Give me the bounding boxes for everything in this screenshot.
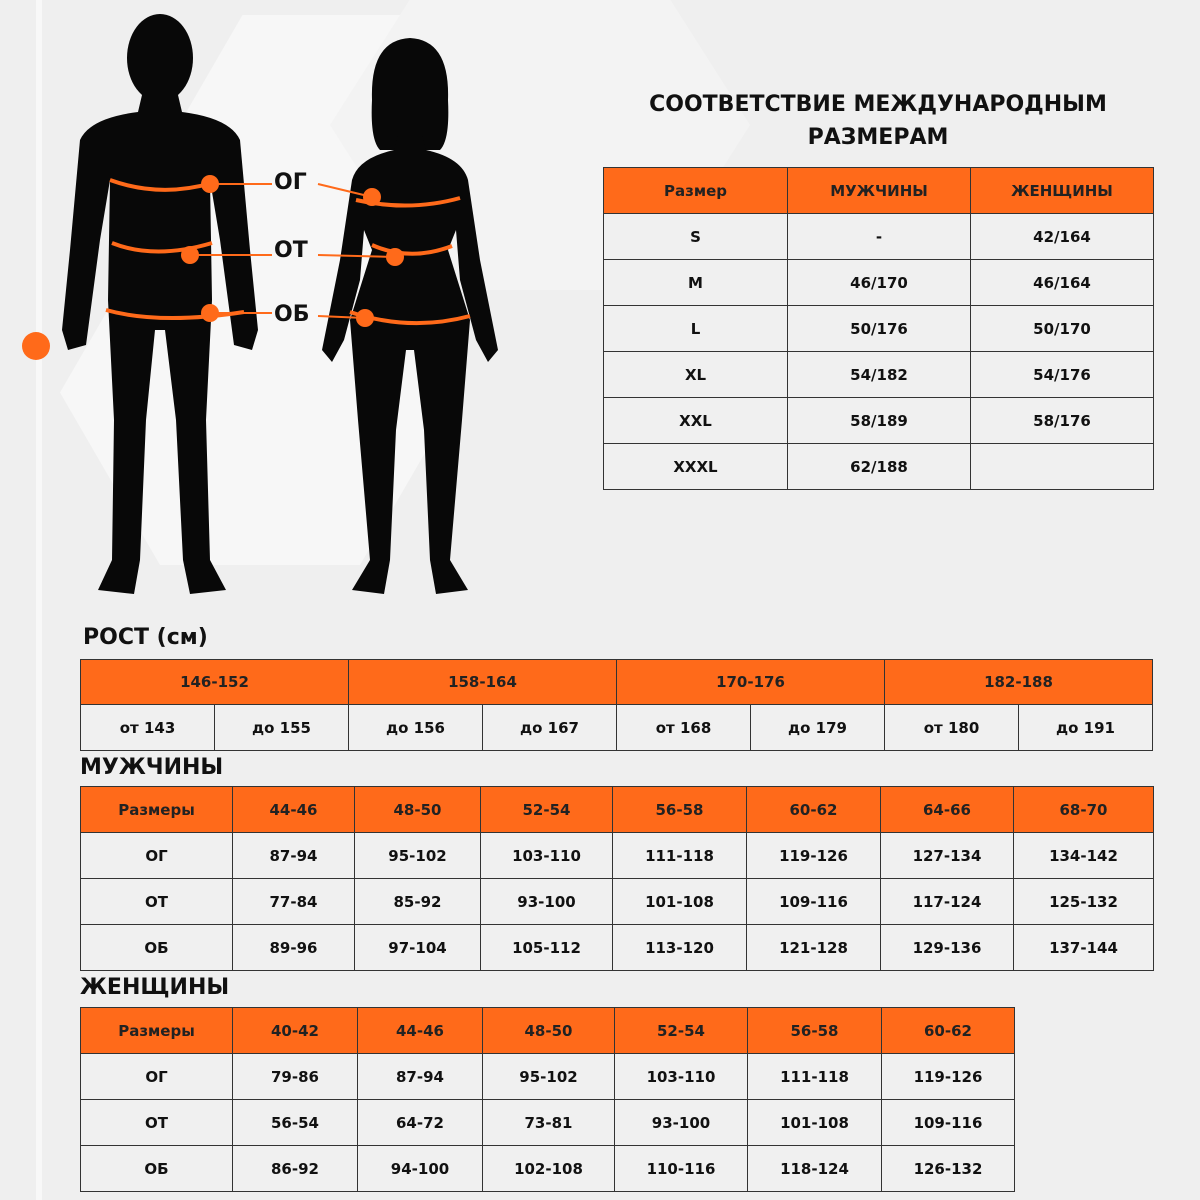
- table-cell: 44-46: [358, 1008, 483, 1054]
- table-row: [81, 833, 1154, 879]
- table-cell: 42/164: [971, 214, 1154, 260]
- table-cell: ОТ: [81, 879, 233, 925]
- table-cell: Размер: [604, 168, 788, 214]
- women-size-table: [80, 1007, 1015, 1192]
- table-cell: до 191: [1019, 705, 1153, 751]
- table-cell: 52-54: [615, 1008, 748, 1054]
- table-row: [81, 705, 1153, 751]
- table-cell: 117-124: [881, 879, 1014, 925]
- man-head: [127, 14, 193, 102]
- table-row: [604, 444, 1154, 490]
- table-cell: Размеры: [81, 1008, 233, 1054]
- table-cell: 109-116: [747, 879, 881, 925]
- table-cell: от 143: [81, 705, 215, 751]
- table-cell: XXXL: [604, 444, 788, 490]
- table-cell: 125-132: [1014, 879, 1154, 925]
- table-cell: L: [604, 306, 788, 352]
- women-label: ЖЕНЩИНЫ: [80, 975, 230, 1000]
- table-cell: Размеры: [81, 787, 233, 833]
- table-cell: XL: [604, 352, 788, 398]
- table-row: [604, 352, 1154, 398]
- table-cell: ЖЕНЩИНЫ: [971, 168, 1154, 214]
- table-cell: M: [604, 260, 788, 306]
- table-cell: 170-176: [617, 660, 885, 705]
- table-cell: до 156: [349, 705, 483, 751]
- table-cell: [971, 444, 1154, 490]
- label-chest: ОГ: [274, 170, 307, 195]
- table-cell: 56-54: [233, 1100, 358, 1146]
- table-row: [81, 1054, 1015, 1100]
- page-title: [610, 88, 1146, 154]
- table-cell: от 180: [885, 705, 1019, 751]
- table-cell: ОБ: [81, 1146, 233, 1192]
- height-table: [80, 659, 1153, 751]
- table-row: [604, 214, 1154, 260]
- measure-point: [201, 175, 219, 193]
- table-cell: 64-72: [358, 1100, 483, 1146]
- table-cell: ОБ: [81, 925, 233, 971]
- table-cell: 68-70: [1014, 787, 1154, 833]
- height-label: РОСТ (см): [83, 625, 208, 650]
- table-cell: 50/176: [788, 306, 971, 352]
- table-cell: S: [604, 214, 788, 260]
- table-cell: 86-92: [233, 1146, 358, 1192]
- table-header-row: [81, 660, 1153, 705]
- table-cell: 87-94: [358, 1054, 483, 1100]
- table-cell: 111-118: [613, 833, 747, 879]
- table-cell: 79-86: [233, 1054, 358, 1100]
- table-cell: 121-128: [747, 925, 881, 971]
- table-cell: до 155: [215, 705, 349, 751]
- table-cell: 101-108: [748, 1100, 882, 1146]
- table-cell: 97-104: [355, 925, 481, 971]
- table-cell: 111-118: [748, 1054, 882, 1100]
- table-cell: 44-46: [233, 787, 355, 833]
- table-cell: 95-102: [355, 833, 481, 879]
- table-cell: 56-58: [613, 787, 747, 833]
- man-body: [62, 95, 258, 594]
- measure-point: [201, 304, 219, 322]
- table-cell: 77-84: [233, 879, 355, 925]
- table-cell: 103-110: [481, 833, 613, 879]
- table-cell: 54/182: [788, 352, 971, 398]
- table-cell: 40-42: [233, 1008, 358, 1054]
- table-header-row: [81, 1008, 1015, 1054]
- table-cell: 110-116: [615, 1146, 748, 1192]
- table-header-row: [81, 787, 1154, 833]
- table-cell: 182-188: [885, 660, 1153, 705]
- table-cell: 95-102: [483, 1054, 615, 1100]
- table-cell: -: [788, 214, 971, 260]
- table-cell: 56-58: [748, 1008, 882, 1054]
- table-cell: 94-100: [358, 1146, 483, 1192]
- table-row: [81, 925, 1154, 971]
- table-cell: 102-108: [483, 1146, 615, 1192]
- table-cell: 58/189: [788, 398, 971, 444]
- table-row: [81, 1100, 1015, 1146]
- table-cell: 119-126: [882, 1054, 1015, 1100]
- table-cell: 60-62: [747, 787, 881, 833]
- title-line-2: РАЗМЕРАМ: [807, 125, 949, 150]
- table-cell: 105-112: [481, 925, 613, 971]
- table-cell: 101-108: [613, 879, 747, 925]
- table-cell: 64-66: [881, 787, 1014, 833]
- table-cell: 87-94: [233, 833, 355, 879]
- table-cell: 54/176: [971, 352, 1154, 398]
- table-cell: 93-100: [481, 879, 613, 925]
- table-cell: ОГ: [81, 1054, 233, 1100]
- international-size-table: [603, 167, 1154, 490]
- table-cell: ОГ: [81, 833, 233, 879]
- label-waist: ОТ: [274, 238, 308, 263]
- title-line-1: СООТВЕТСТВИЕ МЕЖДУНАРОДНЫМ: [649, 92, 1107, 117]
- table-cell: МУЖЧИНЫ: [788, 168, 971, 214]
- table-cell: 103-110: [615, 1054, 748, 1100]
- table-cell: 113-120: [613, 925, 747, 971]
- table-row: [81, 879, 1154, 925]
- table-cell: 58/176: [971, 398, 1154, 444]
- label-hips: ОБ: [274, 302, 310, 327]
- table-cell: 134-142: [1014, 833, 1154, 879]
- table-cell: 52-54: [481, 787, 613, 833]
- table-header-row: [604, 168, 1154, 214]
- table-cell: 146-152: [81, 660, 349, 705]
- table-row: [604, 398, 1154, 444]
- table-cell: ОТ: [81, 1100, 233, 1146]
- measure-point: [356, 309, 374, 327]
- table-cell: 158-164: [349, 660, 617, 705]
- table-cell: 126-132: [882, 1146, 1015, 1192]
- table-cell: 93-100: [615, 1100, 748, 1146]
- table-cell: 89-96: [233, 925, 355, 971]
- woman-hair-head: [372, 38, 449, 150]
- table-cell: XXL: [604, 398, 788, 444]
- table-cell: 48-50: [483, 1008, 615, 1054]
- table-cell: 109-116: [882, 1100, 1015, 1146]
- table-cell: 119-126: [747, 833, 881, 879]
- table-cell: 46/170: [788, 260, 971, 306]
- measure-point: [363, 188, 381, 206]
- table-cell: 46/164: [971, 260, 1154, 306]
- table-cell: 127-134: [881, 833, 1014, 879]
- table-row: [604, 260, 1154, 306]
- table-cell: 50/170: [971, 306, 1154, 352]
- table-cell: до 179: [751, 705, 885, 751]
- measure-point: [181, 246, 199, 264]
- table-cell: 73-81: [483, 1100, 615, 1146]
- table-cell: от 168: [617, 705, 751, 751]
- men-size-table: [80, 786, 1154, 971]
- table-cell: 48-50: [355, 787, 481, 833]
- table-row: [604, 306, 1154, 352]
- table-cell: до 167: [483, 705, 617, 751]
- table-cell: 129-136: [881, 925, 1014, 971]
- table-cell: 118-124: [748, 1146, 882, 1192]
- men-label: МУЖЧИНЫ: [80, 755, 224, 780]
- table-cell: 85-92: [355, 879, 481, 925]
- measure-point: [386, 248, 404, 266]
- table-row: [81, 1146, 1015, 1192]
- table-cell: 137-144: [1014, 925, 1154, 971]
- table-cell: 60-62: [882, 1008, 1015, 1054]
- table-cell: 62/188: [788, 444, 971, 490]
